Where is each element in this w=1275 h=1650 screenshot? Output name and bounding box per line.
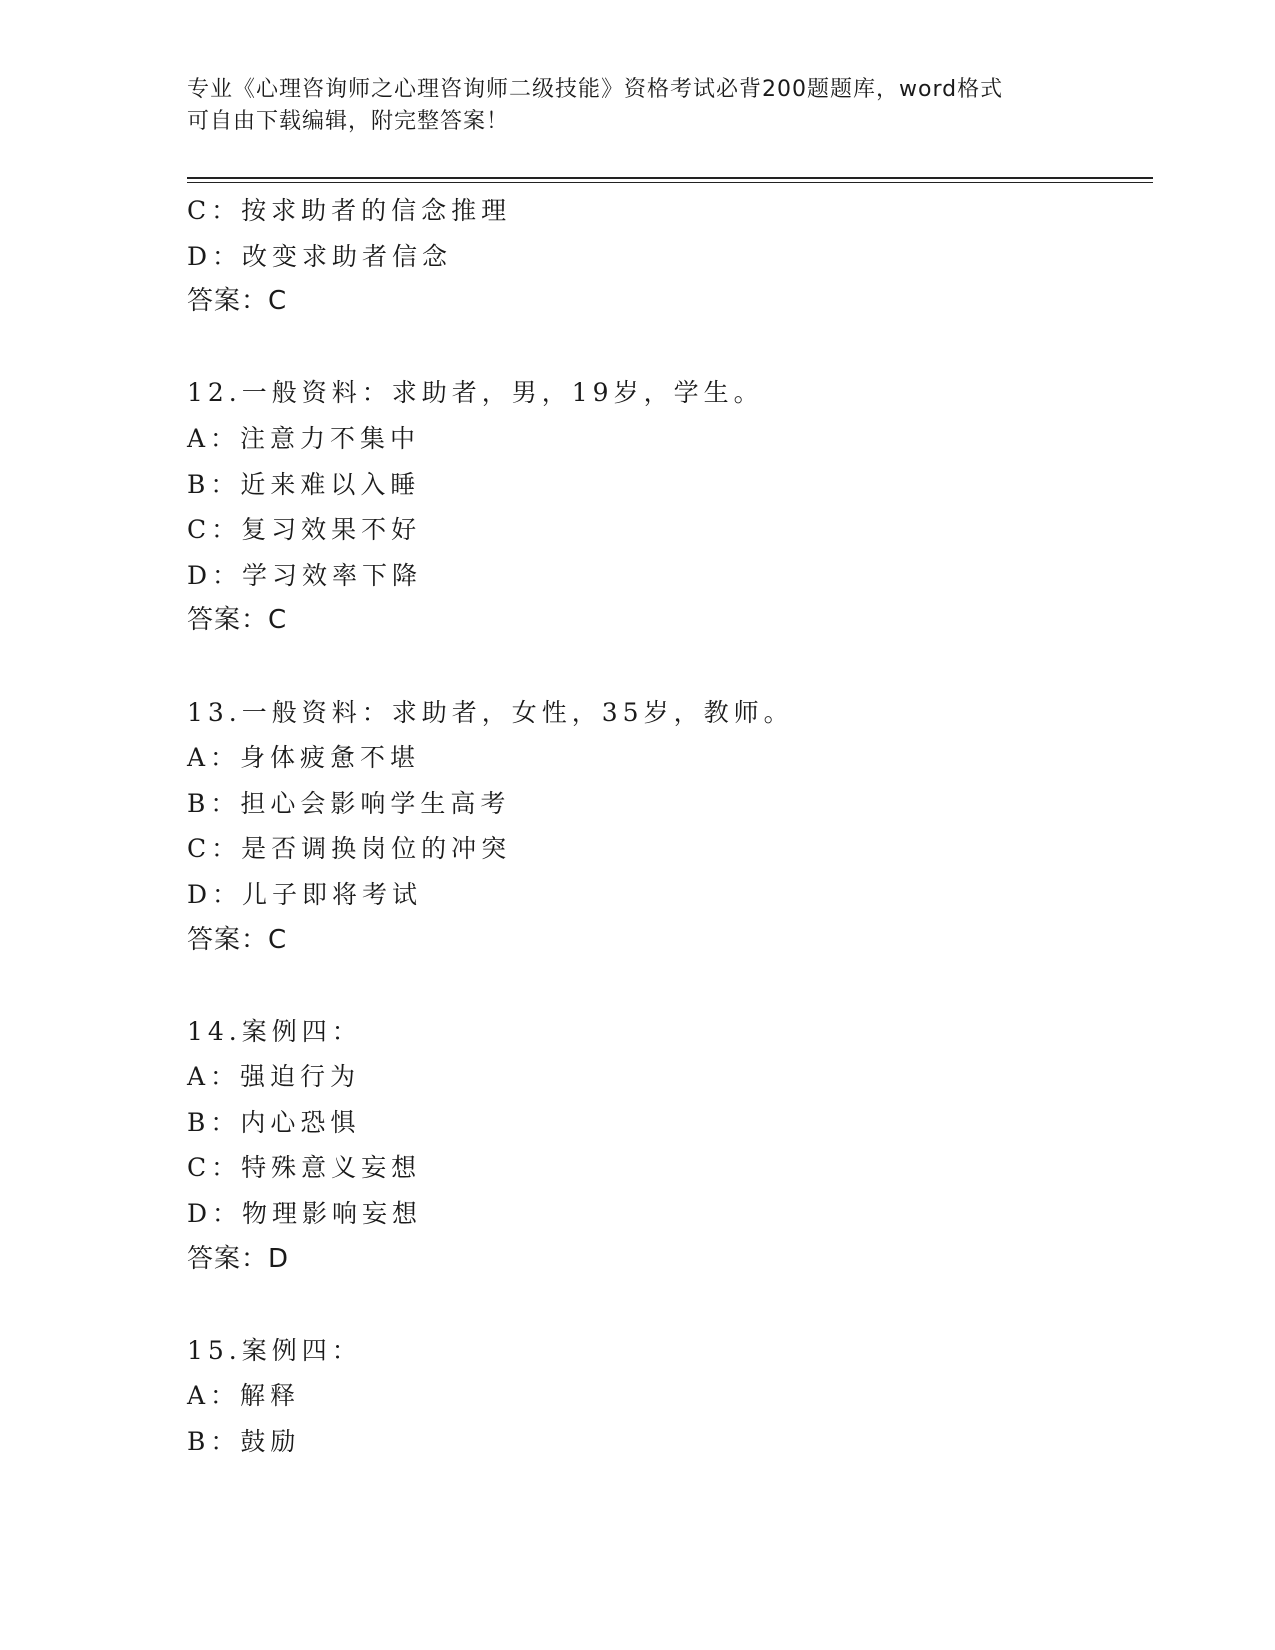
option-a: A：解释	[187, 1381, 301, 1411]
question-list	[187, 188, 1153, 1465]
spacer	[187, 1282, 1153, 1328]
option-d: D：学习效率下降	[187, 560, 423, 590]
option-b: B：担心会影响学生高考	[187, 788, 511, 818]
answer-line: 答案：C	[187, 605, 288, 636]
option-b: B：内心恐惧	[187, 1107, 361, 1137]
question-prev	[187, 188, 1153, 325]
header-divider-thin	[187, 182, 1153, 183]
question-stem: 12.一般资料：求助者，男，19岁，学生。	[187, 378, 764, 408]
option-d: D：物理影响妄想	[187, 1199, 423, 1229]
option-a: A：强迫行为	[187, 1062, 361, 1092]
header-line-2: 可自由下载编辑，附完整答案！	[187, 109, 510, 134]
option-b: B：近来难以入睡	[187, 469, 421, 499]
answer-line: 答案：C	[187, 286, 288, 317]
spacer	[187, 644, 1153, 690]
page-header	[187, 74, 1087, 138]
option-d: D：改变求助者信念	[187, 241, 453, 271]
option-c: C：复习效果不好	[187, 515, 422, 545]
question-stem: 15.案例四：	[187, 1335, 362, 1365]
option-a: A：身体疲惫不堪	[187, 743, 421, 773]
question-14	[187, 1009, 1153, 1283]
spacer	[187, 963, 1153, 1009]
question-12	[187, 370, 1153, 644]
option-d: D：儿子即将考试	[187, 879, 423, 909]
option-c: C：按求助者的信念推理	[187, 196, 512, 225]
spacer	[187, 325, 1153, 371]
answer-line: 答案：C	[187, 924, 288, 955]
option-a: A：注意力不集中	[187, 423, 421, 453]
option-c: C：特殊意义妄想	[187, 1153, 422, 1183]
question-15	[187, 1328, 1153, 1465]
question-stem: 14.案例四：	[187, 1016, 362, 1046]
header-line-1: 专业《心理咨询师之心理咨询师二级技能》资格考试必背200题题库，word格式	[187, 77, 1004, 102]
answer-line: 答案：D	[187, 1243, 290, 1274]
option-b: B：鼓励	[187, 1427, 301, 1457]
option-c: C：是否调换岗位的冲突	[187, 834, 512, 864]
header-divider-thick	[187, 177, 1153, 179]
question-stem: 13.一般资料：求助者，女性，35岁，教师。	[187, 697, 794, 727]
question-13	[187, 690, 1153, 964]
